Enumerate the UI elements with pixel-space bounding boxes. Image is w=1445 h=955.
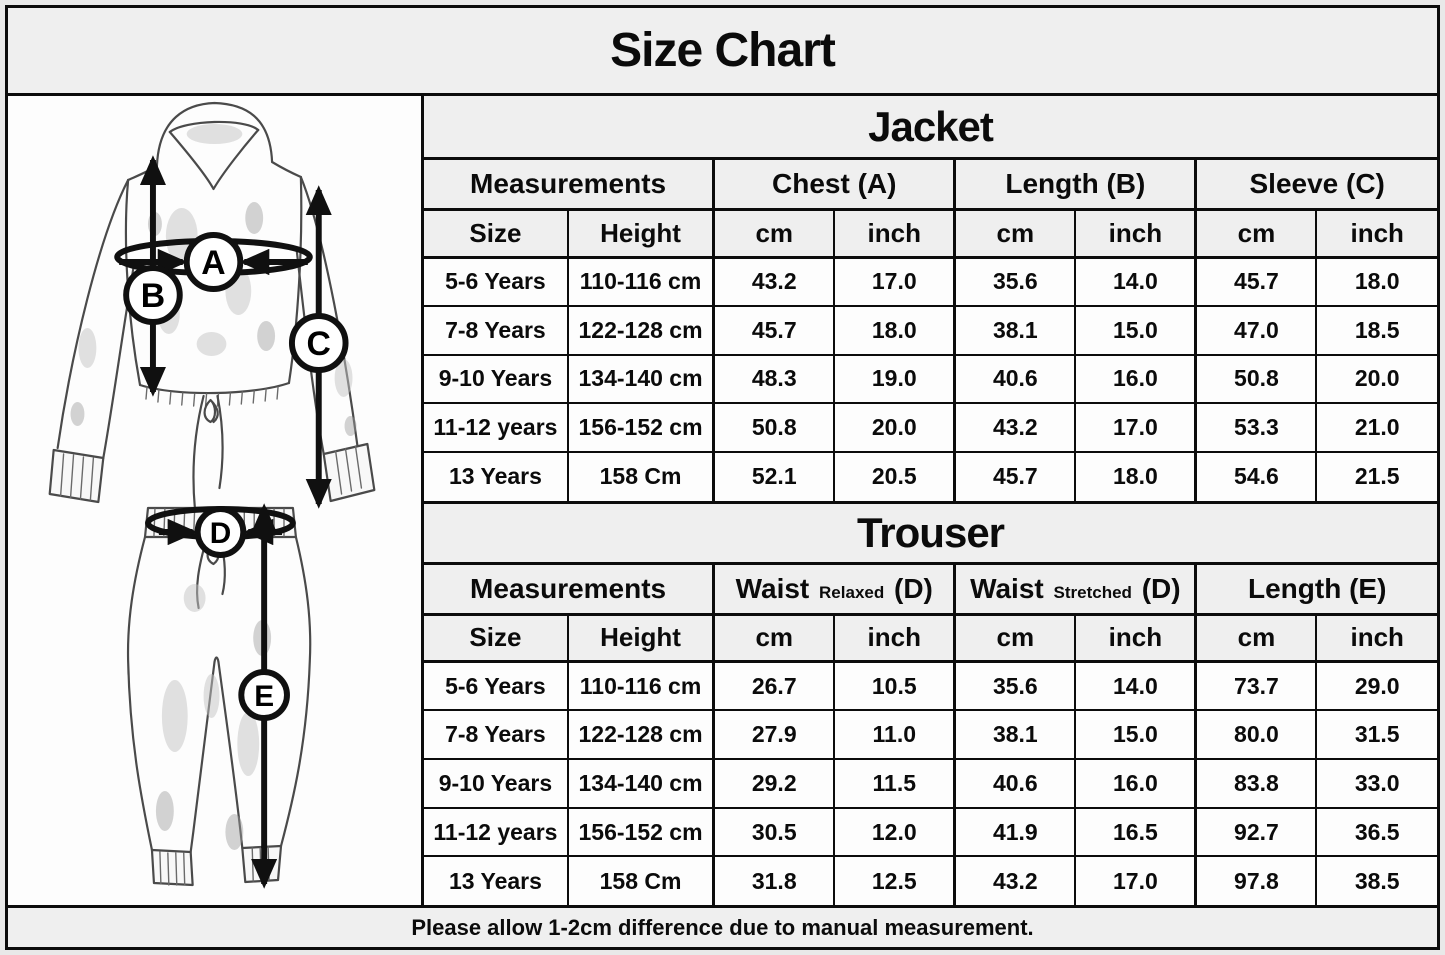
waist-relaxed-group-header [714,565,955,615]
inch-column-header: inch [1316,614,1437,662]
marker-e-label: E [254,679,275,714]
trouser-row [424,662,1437,711]
cell-waist-stretched-cm: 41.9 [955,808,1076,857]
cell-height: 110-116 cm [568,257,714,306]
cell-waist-relaxed-cm: 29.2 [714,759,835,808]
measurements-header: Measurements [424,160,714,210]
cell-sleeve-cm: 47.0 [1196,306,1317,355]
jacket-section [424,96,1437,501]
cell-sleeve-cm: 50.8 [1196,355,1317,404]
cell-size: 5-6 Years [424,662,568,711]
cell-size: 5-6 Years [424,257,568,306]
cell-waist-stretched-cm: 40.6 [955,759,1076,808]
cell-length-inch: 16.0 [1075,355,1196,404]
cm-column-header: cm [955,210,1076,258]
cell-length-inch: 31.5 [1316,710,1437,759]
trouser-row [424,710,1437,759]
cell-chest-cm: 50.8 [714,403,835,452]
cell-sleeve-cm: 54.6 [1196,452,1317,501]
size-column-header: Size [424,614,568,662]
cell-length-inch: 36.5 [1316,808,1437,857]
cell-length-cm: 45.7 [955,452,1076,501]
cell-length-cm: 43.2 [955,403,1076,452]
inch-column-header: inch [834,614,955,662]
cell-height: 122-128 cm [568,710,714,759]
cell-waist-stretched-cm: 35.6 [955,662,1076,711]
cell-height: 156-152 cm [568,808,714,857]
garment-diagram-panel [8,96,424,905]
cell-waist-relaxed-inch: 10.5 [834,662,955,711]
jacket-group-header-row [424,160,1437,210]
jacket-row [424,306,1437,355]
waist-stretched-qualifier: Stretched [1053,582,1132,602]
trouser-table [424,565,1437,906]
cell-chest-cm: 52.1 [714,452,835,501]
waist-relaxed-qualifier: Relaxed [819,582,885,602]
marker-a-label: A [201,243,226,283]
page-title: Size Chart [8,8,1437,96]
inch-column-header: inch [1075,614,1196,662]
cell-length-inch: 14.0 [1075,257,1196,306]
waist-stretched-letter: (D) [1141,572,1181,604]
cell-waist-relaxed-cm: 30.5 [714,808,835,857]
inch-column-header: inch [834,210,955,258]
cell-length-cm: 80.0 [1196,710,1317,759]
marker-c-label: C [306,324,331,364]
cell-sleeve-inch: 20.0 [1316,355,1437,404]
inch-column-header: inch [1316,210,1437,258]
cell-size: 9-10 Years [424,355,568,404]
height-column-header: Height [568,614,714,662]
cell-chest-inch: 18.0 [834,306,955,355]
cell-length-inch: 38.5 [1316,856,1437,905]
marker-d-label: D [209,516,232,551]
waist-stretched-main: Waist [970,572,1044,604]
inch-column-header: inch [1075,210,1196,258]
cell-sleeve-inch: 18.5 [1316,306,1437,355]
trouser-row [424,759,1437,808]
jacket-section-title: Jacket [424,96,1437,160]
cell-size: 11-12 years [424,403,568,452]
jacket-table [424,160,1437,501]
cell-size: 7-8 Years [424,306,568,355]
measurement-disclaimer: Please allow 1-2cm difference due to manual measurement. [8,905,1437,947]
cell-size: 13 Years [424,856,568,905]
trouser-section-title: Trouser [424,501,1437,565]
cell-waist-stretched-cm: 43.2 [955,856,1076,905]
cell-waist-relaxed-cm: 27.9 [714,710,835,759]
cell-sleeve-cm: 53.3 [1196,403,1317,452]
trouser-row [424,808,1437,857]
cell-length-cm: 92.7 [1196,808,1317,857]
main-area [8,96,1437,905]
trouser-subheader-row [424,614,1437,662]
cm-column-header: cm [714,614,835,662]
cell-sleeve-inch: 18.0 [1316,257,1437,306]
cell-chest-inch: 20.5 [834,452,955,501]
cell-sleeve-inch: 21.0 [1316,403,1437,452]
cell-waist-relaxed-inch: 11.0 [834,710,955,759]
cell-height: 156-152 cm [568,403,714,452]
cell-size: 7-8 Years [424,710,568,759]
trouser-row [424,856,1437,905]
cell-chest-cm: 43.2 [714,257,835,306]
height-column-header: Height [568,210,714,258]
waist-relaxed-main: Waist [735,572,810,604]
cm-column-header: cm [1196,210,1317,258]
cell-length-inch: 17.0 [1075,403,1196,452]
cell-height: 122-128 cm [568,306,714,355]
cell-height: 134-140 cm [568,759,714,808]
cell-chest-inch: 17.0 [834,257,955,306]
cell-waist-relaxed-inch: 11.5 [834,759,955,808]
cell-waist-relaxed-cm: 31.8 [714,856,835,905]
cell-waist-stretched-inch: 17.0 [1075,856,1196,905]
trouser-length-group-header: Length (E) [1196,565,1437,615]
jacket-row [424,257,1437,306]
cell-waist-relaxed-inch: 12.0 [834,808,955,857]
cell-length-inch: 18.0 [1075,452,1196,501]
hoodie-illustration [50,103,375,516]
waist-relaxed-letter: (D) [894,572,933,604]
cell-length-inch: 15.0 [1075,306,1196,355]
cell-length-cm: 35.6 [955,257,1076,306]
jacket-row [424,452,1437,501]
trouser-section [424,501,1437,906]
cell-length-cm: 73.7 [1196,662,1317,711]
cell-chest-inch: 19.0 [834,355,955,404]
cell-chest-inch: 20.0 [834,403,955,452]
cell-size: 11-12 years [424,808,568,857]
cell-height: 134-140 cm [568,355,714,404]
cm-column-header: cm [1196,614,1317,662]
size-column-header: Size [424,210,568,258]
tables-panel [424,96,1437,905]
cell-length-inch: 29.0 [1316,662,1437,711]
measurements-header: Measurements [424,565,714,615]
cell-waist-relaxed-cm: 26.7 [714,662,835,711]
cell-length-cm: 97.8 [1196,856,1317,905]
cell-waist-relaxed-inch: 12.5 [834,856,955,905]
jacket-row [424,355,1437,404]
cell-height: 158 Cm [568,856,714,905]
waist-stretched-group-header [955,565,1196,615]
marker-b-label: B [140,276,166,316]
cell-waist-stretched-inch: 15.0 [1075,710,1196,759]
cell-size: 9-10 Years [424,759,568,808]
sleeve-group-header: Sleeve (C) [1196,160,1437,210]
cell-waist-stretched-inch: 14.0 [1075,662,1196,711]
cell-chest-cm: 48.3 [714,355,835,404]
cell-height: 110-116 cm [568,662,714,711]
size-chart-frame [5,5,1440,950]
cell-sleeve-cm: 45.7 [1196,257,1317,306]
jacket-row [424,403,1437,452]
length-group-header: Length (B) [955,160,1196,210]
cm-column-header: cm [955,614,1076,662]
jacket-subheader-row [424,210,1437,258]
cell-height: 158 Cm [568,452,714,501]
garment-diagram [8,96,421,905]
cm-column-header: cm [714,210,835,258]
cell-waist-stretched-inch: 16.0 [1075,759,1196,808]
cell-size: 13 Years [424,452,568,501]
cell-chest-cm: 45.7 [714,306,835,355]
cell-length-cm: 83.8 [1196,759,1317,808]
trouser-group-header-row [424,565,1437,615]
cell-length-inch: 33.0 [1316,759,1437,808]
chest-group-header: Chest (A) [714,160,955,210]
cell-sleeve-inch: 21.5 [1316,452,1437,501]
cell-length-cm: 40.6 [955,355,1076,404]
cell-length-cm: 38.1 [955,306,1076,355]
cell-waist-stretched-cm: 38.1 [955,710,1076,759]
cell-waist-stretched-inch: 16.5 [1075,808,1196,857]
